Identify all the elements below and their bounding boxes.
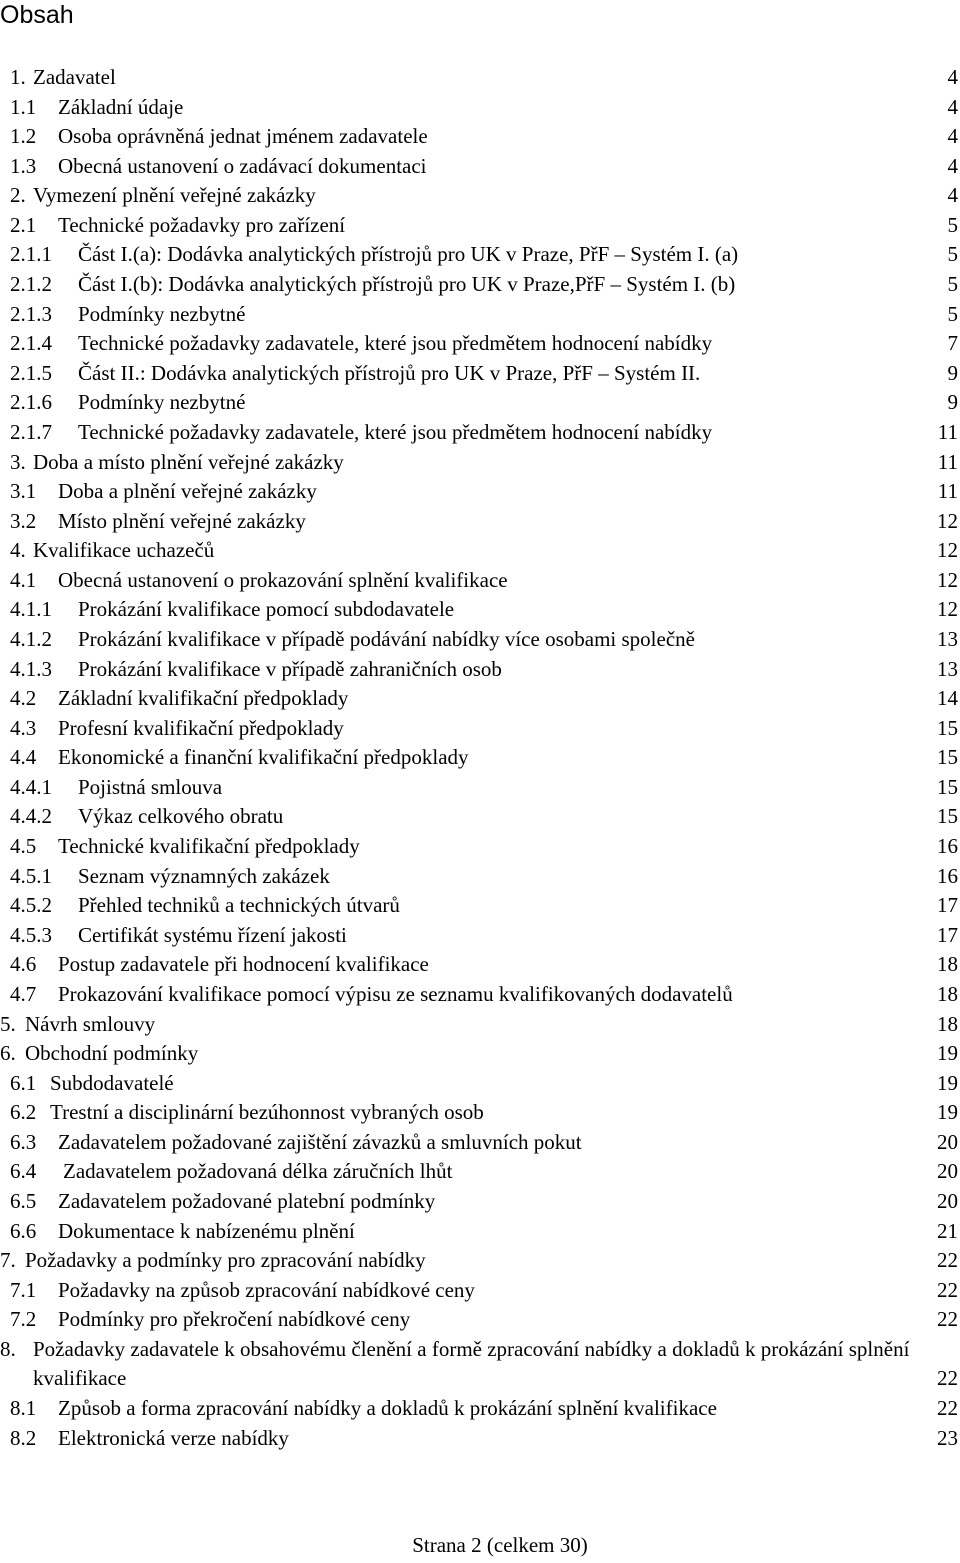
toc-entry-number: 3.1	[10, 479, 37, 504]
toc-entry-number: 4.3	[10, 715, 37, 740]
toc-entry-number: 4.	[10, 538, 26, 563]
toc-entry-title: Výkaz celkového obratu	[78, 804, 284, 829]
toc-entry-number: 4.4.1	[10, 774, 52, 799]
toc-entry-page: 9	[947, 390, 958, 415]
toc-entry[interactable]	[0, 921, 960, 951]
toc-entry-page: 13	[937, 656, 958, 681]
toc-entry-page: 16	[937, 834, 958, 859]
toc-entry-page: 4	[947, 65, 958, 89]
toc-entry-title: Kvalifikace uchazečů	[33, 538, 215, 563]
toc-entry-number: 4.1.3	[10, 656, 52, 681]
toc-entry-number: 6.5	[10, 1188, 37, 1213]
toc-entry-page: 18	[937, 981, 958, 1006]
toc-entry[interactable]	[0, 595, 960, 625]
toc-entry-number: 4.1	[10, 567, 37, 592]
toc-entry-title: Základní kvalifikační předpoklady	[58, 686, 349, 711]
toc-entry-number: 2.1.7	[10, 419, 52, 444]
toc-entry-page: 5	[947, 301, 958, 326]
toc-entry[interactable]	[0, 832, 960, 862]
toc-entry-page: 9	[947, 360, 958, 385]
toc-entry-number: 4.1.2	[10, 626, 52, 651]
toc-entry[interactable]	[0, 1039, 960, 1069]
toc-entry-page: 22	[937, 1307, 958, 1332]
toc-entry[interactable]	[0, 625, 960, 655]
toc-entry-number: 1.2	[10, 124, 37, 149]
toc-entry-title: Návrh smlouvy	[25, 1011, 156, 1036]
toc-entry[interactable]	[0, 181, 960, 211]
toc-entry-page: 22	[937, 1248, 958, 1273]
toc-entry[interactable]	[0, 950, 960, 980]
toc-entry-page: 4	[947, 183, 958, 208]
toc-entry-title: Dokumentace k nabízenému plnění	[58, 1218, 355, 1243]
toc-entry-page: 18	[937, 1011, 958, 1036]
toc-entry-number: 7.	[0, 1248, 16, 1273]
toc-entry-title: Obecná ustanovení o zadávací dokumentaci	[58, 153, 427, 178]
toc-entry-number: 2.1.1	[10, 242, 52, 267]
toc-entry-page: 12	[937, 538, 958, 563]
toc-entry-page: 12	[937, 597, 958, 622]
toc-entry-page: 5	[947, 242, 958, 267]
toc-entry-title: Zadavatel	[33, 65, 116, 89]
toc-entry[interactable]	[0, 270, 960, 300]
toc-entry-page: 5	[947, 272, 958, 297]
toc-entry-number: 4.2	[10, 686, 37, 711]
toc-entry-page: 4	[947, 124, 958, 149]
toc-entry[interactable]	[0, 152, 960, 182]
toc-entry[interactable]	[0, 1246, 960, 1276]
toc-entry[interactable]	[0, 655, 960, 685]
toc-entry[interactable]	[0, 980, 960, 1010]
toc-entry-page: 22	[937, 1366, 958, 1391]
toc-entry-title: Ekonomické a finanční kvalifikační předpoklady	[58, 745, 469, 770]
toc-entry-title: Obecná ustanovení o prokazování splnění kvalifikace	[58, 567, 508, 592]
toc-entry-number: 2.1.4	[10, 331, 52, 356]
toc-entry[interactable]	[0, 891, 960, 921]
toc-entry[interactable]	[0, 684, 960, 714]
toc-entry-title: Část I.(b): Dodávka analytických přístrojů pro UK v Praze,PřF – Systém I. (b)	[78, 272, 736, 297]
toc-entry[interactable]	[0, 714, 960, 744]
toc-entry-title: Zadavatelem požadovaná délka záručních lhůt	[63, 1159, 453, 1184]
toc-entry-number: 4.6	[10, 952, 37, 977]
toc-entry-title: Prokázání kvalifikace v případě zahraničních osob	[78, 656, 502, 681]
toc-entry-title: Technické požadavky pro zařízení	[58, 212, 346, 237]
toc-entry-number: 8.1	[10, 1396, 37, 1421]
toc-entry-page: 17	[937, 893, 958, 918]
toc-entry[interactable]	[0, 240, 960, 270]
toc-entry-page: 18	[937, 952, 958, 977]
toc-entry-number: 2.	[10, 183, 26, 208]
toc-entry-number: 2.1.5	[10, 360, 52, 385]
toc-entry-number: 6.	[0, 1041, 16, 1066]
toc-entry-page: 14	[937, 686, 958, 711]
toc-entry-title: Profesní kvalifikační předpoklady	[58, 715, 344, 740]
toc-entry-number: 1.1	[10, 94, 37, 119]
toc-entry[interactable]	[0, 388, 960, 418]
toc-entry-page: 4	[947, 94, 958, 119]
toc-entry[interactable]	[0, 448, 960, 478]
toc-entry-title: Prokázání kvalifikace v případě podávání nabídky více osobami společně	[78, 626, 695, 651]
toc-entry[interactable]	[0, 743, 960, 773]
toc-entry-number: 7.1	[10, 1277, 37, 1302]
toc-entry-title: Požadavky na způsob zpracování nabídkové ceny	[58, 1277, 475, 1302]
toc-entry-page: 20	[937, 1159, 958, 1184]
toc-entry-page: 15	[937, 715, 958, 740]
toc-entry-page: 19	[937, 1070, 958, 1095]
toc-entry-title: Podmínky nezbytné	[78, 301, 246, 326]
toc-entry[interactable]	[0, 63, 960, 93]
toc-entry-title: Část II.: Dodávka analytických přístrojů pro UK v Praze, PřF – Systém II.	[78, 360, 701, 385]
toc-entry[interactable]	[0, 329, 960, 359]
toc-entry-title: Vymezení plnění veřejné zakázky	[33, 183, 316, 208]
toc-entry-title: Přehled techniků a technických útvarů	[78, 893, 400, 918]
toc-entry[interactable]	[0, 1424, 960, 1454]
toc-entry-number: 4.5	[10, 834, 37, 859]
toc-entry-number: 4.1.1	[10, 597, 52, 622]
toc-entry[interactable]	[0, 862, 960, 892]
toc-entry-title: Obchodní podmínky	[25, 1041, 199, 1066]
toc-entry[interactable]	[0, 211, 960, 241]
toc-entry-title: Trestní a disciplinární bezúhonnost vybraných osob	[50, 1100, 484, 1125]
toc-entry-page: 4	[947, 153, 958, 178]
toc-entry-number: 6.1	[10, 1070, 37, 1095]
toc-entry-page: 16	[937, 863, 958, 888]
toc-entry-title: Místo plnění veřejné zakázky	[58, 508, 306, 533]
toc-entry-number: 4.7	[10, 981, 37, 1006]
toc-entry-number: 4.4	[10, 745, 37, 770]
toc-entry-page: 7	[947, 331, 958, 356]
toc-entry-number: 5.	[0, 1011, 16, 1036]
toc-entry-number: 1.3	[10, 153, 37, 178]
toc-entry-page: 19	[937, 1100, 958, 1125]
toc-entry[interactable]	[0, 1276, 960, 1306]
toc-entry[interactable]	[0, 1010, 960, 1040]
toc-entry-number: 6.3	[10, 1129, 37, 1154]
toc-entry-number: 8.2	[10, 1425, 37, 1450]
table-of-contents	[0, 63, 960, 1453]
toc-entry-title: Základní údaje	[58, 94, 184, 119]
toc-entry[interactable]	[0, 477, 960, 507]
toc-entry-title: Certifikát systému řízení jakosti	[78, 922, 347, 947]
toc-entry-title: Podmínky nezbytné	[78, 390, 246, 415]
toc-entry-page: 23	[937, 1425, 958, 1450]
toc-entry-page: 15	[937, 774, 958, 799]
toc-entry[interactable]	[0, 122, 960, 152]
toc-entry-number: 6.2	[10, 1100, 37, 1125]
toc-entry[interactable]	[0, 1069, 960, 1099]
toc-entry-page: 12	[937, 567, 958, 592]
toc-entry-number: 4.5.2	[10, 893, 52, 918]
toc-entry[interactable]	[0, 773, 960, 803]
toc-entry-number: 3.	[10, 449, 26, 474]
toc-entry-page: 21	[937, 1218, 958, 1243]
toc-entry-page: 5	[947, 212, 958, 237]
toc-entry[interactable]	[0, 536, 960, 566]
toc-entry-number: 4.4.2	[10, 804, 52, 829]
toc-entry-page: 11	[937, 479, 958, 504]
toc-entry[interactable]	[0, 566, 960, 596]
toc-entry-number: 6.6	[10, 1218, 37, 1243]
toc-entry-number: 3.2	[10, 508, 37, 533]
toc-entry[interactable]	[0, 507, 960, 537]
toc-entry-title: Osoba oprávněná jednat jménem zadavatele	[58, 124, 428, 149]
toc-entry-number: 6.4	[10, 1159, 37, 1184]
toc-entry-page: 17	[937, 922, 958, 947]
toc-entry[interactable]	[0, 1187, 960, 1217]
toc-entry-title: Elektronická verze nabídky	[58, 1425, 289, 1450]
toc-entry-number: 2.1	[10, 212, 37, 237]
toc-entry-number: 4.5.1	[10, 863, 52, 888]
toc-entry-title: Technické kvalifikační předpoklady	[58, 834, 360, 859]
toc-entry-title: Způsob a forma zpracování nabídky a dokladů k prokázání splnění kvalifikace	[58, 1396, 717, 1421]
toc-entry[interactable]	[0, 359, 960, 389]
page-title: Obsah	[0, 1, 74, 29]
toc-entry[interactable]	[0, 93, 960, 123]
toc-entry-page: 13	[937, 626, 958, 651]
toc-entry-page: 11	[937, 449, 958, 474]
toc-entry[interactable]	[0, 1157, 960, 1187]
toc-entry-title: Technické požadavky zadavatele, které jsou předmětem hodnocení nabídky	[78, 331, 713, 356]
toc-entry-number: 7.2	[10, 1307, 37, 1332]
toc-entry-page: 22	[937, 1396, 958, 1421]
toc-entry[interactable]	[0, 1394, 960, 1424]
toc-entry-title: Technické požadavky zadavatele, které jsou předmětem hodnocení nabídky	[78, 419, 713, 444]
toc-entry[interactable]	[0, 1098, 960, 1128]
toc-entry-number: 2.1.3	[10, 301, 52, 326]
toc-entry-title: Postup zadavatele při hodnocení kvalifikace	[58, 952, 429, 977]
toc-entry-page: 20	[937, 1188, 958, 1213]
toc-entry-title: Požadavky zadavatele k obsahovému členění a formě zpracování nabídky a dokladů k prokázání splnění kvalifikace	[33, 1336, 910, 1391]
toc-entry[interactable]	[0, 418, 960, 448]
toc-entry-number: 1.	[10, 65, 26, 89]
toc-entry[interactable]	[0, 300, 960, 330]
toc-entry-title: Zadavatelem požadované platební podmínky	[58, 1188, 436, 1213]
toc-entry-title: Doba a místo plnění veřejné zakázky	[33, 449, 344, 474]
toc-entry-title: Prokázání kvalifikace pomocí subdodavatele	[78, 597, 455, 622]
toc-entry[interactable]	[0, 1335, 960, 1394]
toc-entry-title: Požadavky a podmínky pro zpracování nabídky	[25, 1248, 426, 1273]
toc-entry-page: 15	[937, 745, 958, 770]
toc-entry-title: Pojistná smlouva	[78, 774, 223, 799]
toc-entry-page: 15	[937, 804, 958, 829]
toc-entry-page: 12	[937, 508, 958, 533]
toc-entry-number: 8.	[0, 1336, 16, 1361]
toc-entry-number: 4.5.3	[10, 922, 52, 947]
toc-entry-title: Část I.(a): Dodávka analytických přístrojů pro UK v Praze, PřF – Systém I. (a)	[78, 242, 739, 267]
toc-entry[interactable]	[0, 1217, 960, 1247]
toc-entry-title: Subdodavatelé	[50, 1070, 174, 1095]
toc-entry-page: 19	[937, 1041, 958, 1066]
toc-entry-page: 20	[937, 1129, 958, 1154]
toc-entry-title: Prokazování kvalifikace pomocí výpisu ze seznamu kvalifikovaných dodavatelů	[58, 981, 733, 1006]
toc-entry[interactable]	[0, 1305, 960, 1335]
toc-entry[interactable]	[0, 802, 960, 832]
toc-entry-page: 11	[937, 419, 958, 444]
toc-entry-title: Podmínky pro překročení nabídkové ceny	[58, 1307, 411, 1332]
toc-entry-number: 2.1.6	[10, 390, 52, 415]
toc-entry-number: 2.1.2	[10, 272, 52, 297]
toc-entry-page: 22	[937, 1277, 958, 1302]
toc-entry[interactable]	[0, 1128, 960, 1158]
toc-entry-title: Doba a plnění veřejné zakázky	[58, 479, 317, 504]
toc-entry-title: Seznam významných zakázek	[78, 863, 330, 888]
page-footer: Strana 2 (celkem 30)	[412, 1533, 588, 1557]
toc-entry-title: Zadavatelem požadované zajištění závazků a smluvních pokut	[58, 1129, 582, 1154]
